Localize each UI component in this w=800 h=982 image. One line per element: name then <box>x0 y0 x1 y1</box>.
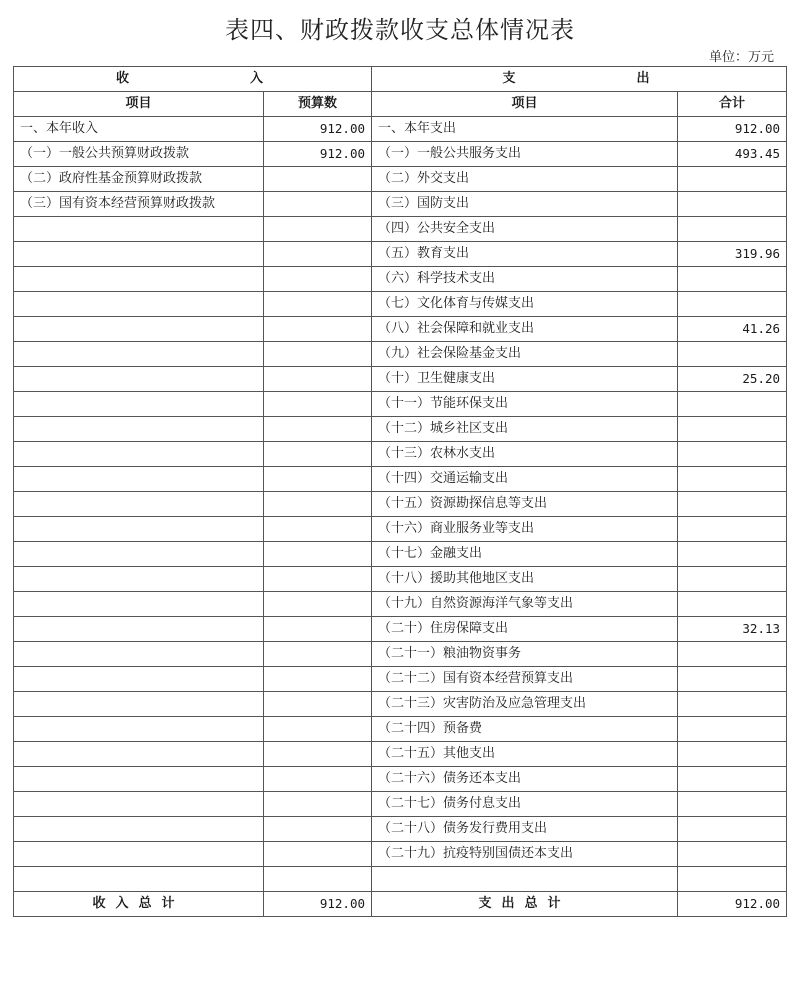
expense-item-cell: （六）科学技术支出 <box>372 267 678 292</box>
table-row <box>14 342 787 367</box>
expense-total-cell <box>678 692 787 717</box>
income-item-cell <box>14 817 264 842</box>
table-row <box>14 817 787 842</box>
expense-total-cell <box>678 717 787 742</box>
expense-item-cell <box>372 867 678 892</box>
table-row <box>14 267 787 292</box>
expense-total-cell <box>678 392 787 417</box>
income-header: 收 入 <box>14 67 372 92</box>
expense-total-cell: 32.13 <box>678 617 787 642</box>
column-header-row <box>14 92 787 117</box>
expense-item-cell: （十五）资源勘探信息等支出 <box>372 492 678 517</box>
expense-item-cell: （二）外交支出 <box>372 167 678 192</box>
income-budget-cell <box>264 717 372 742</box>
income-budget-cell <box>264 742 372 767</box>
income-item-cell <box>14 642 264 667</box>
expense-item-cell: （二十六）债务还本支出 <box>372 767 678 792</box>
expense-total-cell <box>678 217 787 242</box>
expense-total-cell <box>678 667 787 692</box>
expense-total-cell <box>678 517 787 542</box>
income-budget-cell <box>264 242 372 267</box>
col-header-total: 合计 <box>678 92 787 117</box>
expense-total-cell <box>678 792 787 817</box>
expense-total-value: 912.00 <box>678 892 787 917</box>
income-item-cell <box>14 442 264 467</box>
expense-total-cell: 25.20 <box>678 367 787 392</box>
expense-total-cell <box>678 167 787 192</box>
expense-total-cell: 319.96 <box>678 242 787 267</box>
expense-item-cell: （十四）交通运输支出 <box>372 467 678 492</box>
income-budget-cell <box>264 617 372 642</box>
income-budget-cell <box>264 317 372 342</box>
income-budget-cell <box>264 392 372 417</box>
expense-total-cell <box>678 642 787 667</box>
expense-item-cell: （十一）节能环保支出 <box>372 392 678 417</box>
income-budget-cell <box>264 692 372 717</box>
expense-header: 支 出 <box>372 67 787 92</box>
expense-total-cell <box>678 292 787 317</box>
table-row <box>14 792 787 817</box>
expense-total-cell <box>678 492 787 517</box>
expense-total-cell <box>678 442 787 467</box>
expense-item-cell: （九）社会保险基金支出 <box>372 342 678 367</box>
income-budget-cell <box>264 542 372 567</box>
expense-item-cell: （二十八）债务发行费用支出 <box>372 817 678 842</box>
unit-label: 单位：万元 <box>708 50 774 65</box>
table-row <box>14 392 787 417</box>
income-item-cell <box>14 517 264 542</box>
table-row <box>14 417 787 442</box>
income-item-cell <box>14 467 264 492</box>
table-row <box>14 867 787 892</box>
income-budget-cell <box>264 192 372 217</box>
income-item-cell <box>14 617 264 642</box>
expense-item-cell: （十三）农林水支出 <box>372 442 678 467</box>
income-item-cell <box>14 842 264 867</box>
expense-total-cell <box>678 767 787 792</box>
expense-total-cell <box>678 342 787 367</box>
income-budget-cell <box>264 292 372 317</box>
income-budget-cell <box>264 767 372 792</box>
income-budget-cell <box>264 642 372 667</box>
table-row <box>14 467 787 492</box>
expense-item-cell: （七）文化体育与传媒支出 <box>372 292 678 317</box>
expense-item-cell: （十八）援助其他地区支出 <box>372 567 678 592</box>
income-budget-cell <box>264 492 372 517</box>
table-row <box>14 217 787 242</box>
income-item-cell <box>14 267 264 292</box>
income-item-cell: （二）政府性基金预算财政拨款 <box>14 167 264 192</box>
income-item-cell <box>14 242 264 267</box>
income-item-cell <box>14 292 264 317</box>
income-item-cell <box>14 417 264 442</box>
expense-total-cell <box>678 542 787 567</box>
expense-item-cell: （二十）住房保障支出 <box>372 617 678 642</box>
table-row <box>14 167 787 192</box>
totals-row <box>14 892 787 917</box>
expense-item-cell: （三）国防支出 <box>372 192 678 217</box>
table-row <box>14 292 787 317</box>
table-row <box>14 567 787 592</box>
income-item-cell <box>14 567 264 592</box>
income-budget-cell <box>264 817 372 842</box>
income-budget-cell <box>264 592 372 617</box>
income-total-value: 912.00 <box>264 892 372 917</box>
table-row <box>14 517 787 542</box>
budget-table <box>13 66 787 917</box>
income-budget-cell <box>264 867 372 892</box>
income-item-cell: （三）国有资本经营预算财政拨款 <box>14 192 264 217</box>
expense-total-cell <box>678 417 787 442</box>
expense-total-cell <box>678 267 787 292</box>
page-title: 表四、财政拨款收支总体情况表 <box>225 16 575 44</box>
income-item-cell <box>14 492 264 517</box>
col-header-income-item: 项目 <box>14 92 264 117</box>
income-item-cell <box>14 767 264 792</box>
income-budget-cell <box>264 467 372 492</box>
income-budget-cell <box>264 167 372 192</box>
table-row <box>14 842 787 867</box>
col-header-expense-item: 项目 <box>372 92 678 117</box>
income-item-cell <box>14 542 264 567</box>
income-item-cell <box>14 342 264 367</box>
expense-total-cell <box>678 817 787 842</box>
income-item-cell <box>14 792 264 817</box>
income-item-cell <box>14 742 264 767</box>
expense-item-cell: （二十五）其他支出 <box>372 742 678 767</box>
income-item-cell <box>14 392 264 417</box>
table-row <box>14 317 787 342</box>
expense-total-cell <box>678 467 787 492</box>
section-header-row <box>14 67 787 92</box>
income-item-cell <box>14 317 264 342</box>
income-item-cell <box>14 692 264 717</box>
table-row <box>14 767 787 792</box>
expense-total-cell <box>678 867 787 892</box>
expense-item-cell: （五）教育支出 <box>372 242 678 267</box>
table-row <box>14 117 787 142</box>
income-budget-cell <box>264 367 372 392</box>
income-total-label: 收入总计 <box>14 892 264 917</box>
expense-item-cell: （二十四）预备费 <box>372 717 678 742</box>
income-budget-cell <box>264 217 372 242</box>
table-row <box>14 617 787 642</box>
expense-item-cell: （十九）自然资源海洋气象等支出 <box>372 592 678 617</box>
income-item-cell <box>14 367 264 392</box>
col-header-budget: 预算数 <box>264 92 372 117</box>
income-budget-cell <box>264 792 372 817</box>
income-budget-cell <box>264 417 372 442</box>
expense-item-cell: （八）社会保障和就业支出 <box>372 317 678 342</box>
table-row <box>14 192 787 217</box>
income-item-cell <box>14 592 264 617</box>
table-row <box>14 667 787 692</box>
income-budget-cell <box>264 267 372 292</box>
expense-item-cell: （二十二）国有资本经营预算支出 <box>372 667 678 692</box>
income-item-cell: （一）一般公共预算财政拨款 <box>14 142 264 167</box>
expense-total-cell: 912.00 <box>678 117 787 142</box>
expense-total-cell <box>678 592 787 617</box>
expense-total-cell <box>678 842 787 867</box>
income-item-cell: 一、本年收入 <box>14 117 264 142</box>
expense-total-cell <box>678 567 787 592</box>
income-budget-cell <box>264 342 372 367</box>
expense-total-label: 支出总计 <box>372 892 678 917</box>
income-budget-cell: 912.00 <box>264 142 372 167</box>
table-row <box>14 242 787 267</box>
income-item-cell <box>14 667 264 692</box>
income-budget-cell <box>264 517 372 542</box>
table-row <box>14 492 787 517</box>
expense-item-cell: （二十三）灾害防治及应急管理支出 <box>372 692 678 717</box>
table-row <box>14 367 787 392</box>
expense-total-cell <box>678 192 787 217</box>
expense-total-cell <box>678 742 787 767</box>
income-budget-cell: 912.00 <box>264 117 372 142</box>
table-row <box>14 742 787 767</box>
income-budget-cell <box>264 567 372 592</box>
income-budget-cell <box>264 442 372 467</box>
table-row <box>14 692 787 717</box>
income-item-cell <box>14 717 264 742</box>
table-row <box>14 442 787 467</box>
expense-item-cell: （十六）商业服务业等支出 <box>372 517 678 542</box>
expense-item-cell: （二十九）抗疫特别国债还本支出 <box>372 842 678 867</box>
income-budget-cell <box>264 842 372 867</box>
income-budget-cell <box>264 667 372 692</box>
table-row <box>14 642 787 667</box>
expense-total-cell: 493.45 <box>678 142 787 167</box>
expense-item-cell: （一）一般公共服务支出 <box>372 142 678 167</box>
income-item-cell <box>14 867 264 892</box>
expense-item-cell: （四）公共安全支出 <box>372 217 678 242</box>
table-row <box>14 142 787 167</box>
table-row <box>14 717 787 742</box>
expense-item-cell: （二十一）粮油物资事务 <box>372 642 678 667</box>
expense-item-cell: 一、本年支出 <box>372 117 678 142</box>
table-row <box>14 542 787 567</box>
expense-item-cell: （十二）城乡社区支出 <box>372 417 678 442</box>
expense-item-cell: （十）卫生健康支出 <box>372 367 678 392</box>
income-item-cell <box>14 217 264 242</box>
expense-item-cell: （二十七）债务付息支出 <box>372 792 678 817</box>
table-row <box>14 592 787 617</box>
expense-total-cell: 41.26 <box>678 317 787 342</box>
expense-item-cell: （十七）金融支出 <box>372 542 678 567</box>
